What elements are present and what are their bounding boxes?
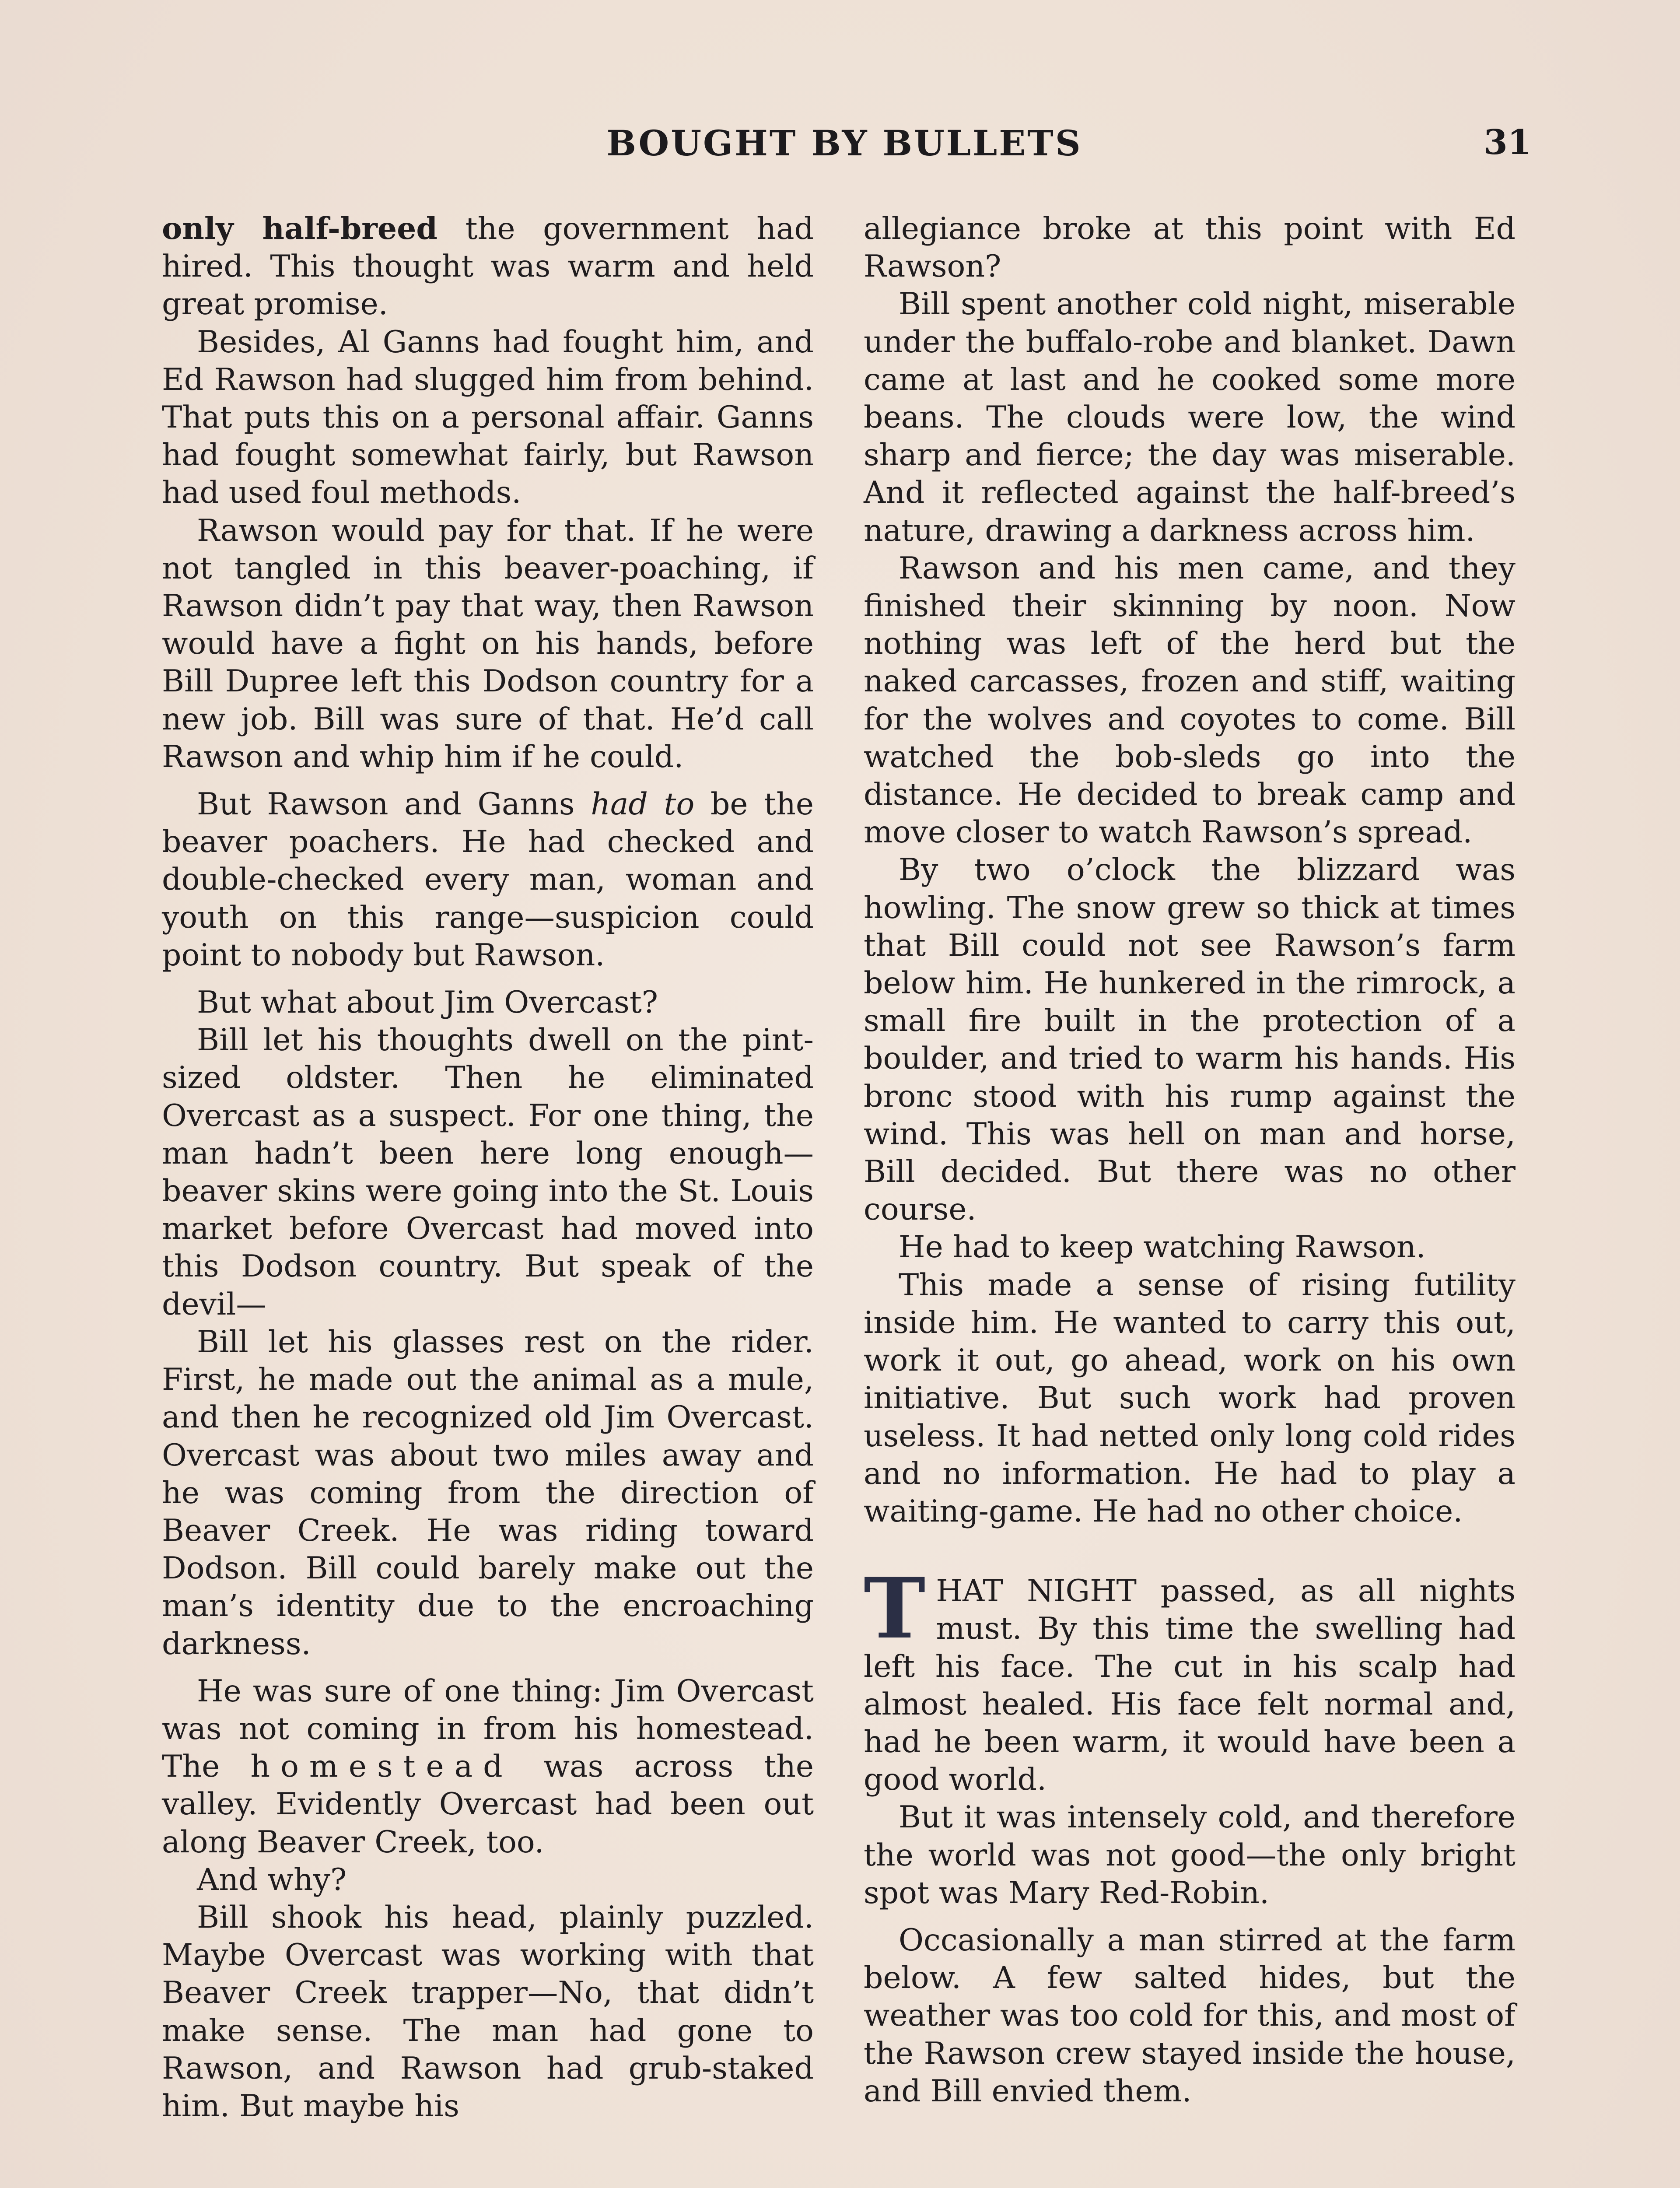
paragraph — [162, 785, 814, 974]
paragraph: allegiance broke at this point with Ed Rawson? — [864, 211, 1516, 284]
paragraph — [162, 1673, 814, 1861]
paragraph: By two o’clock the blizzard was howling. The snow grew so thick at times that Bill could not see Rawson’s farm below him. He hunkered in the rimrock, a small fire built in the protection of a boulder, and tried to warm his hands. His bronc stood with his rump against the wind. This was hell on man and horse, Bill decided. But there was no other course. — [864, 852, 1516, 1227]
page-number: 31 — [1484, 123, 1531, 162]
paragraph-text: the government had hired. This thought was warm and held great promise. — [162, 211, 814, 322]
paragraph: Bill shook his head, plainly puzzled. Maybe Overcast was working with that Beaver Creek trapper—No, that didn’t make sense. The man had gone to Rawson, and Rawson had grub-staked him. But maybe his — [162, 1899, 814, 2124]
paragraph: Bill let his glasses rest on the rider. First, he made out the animal as a mule, and then he recognized old Jim Overcast. Overcast was about two miles away and he was coming from the direction of Beaver Creek. He was riding toward Dodson. Bill could barely make out the man’s identity due to the encroaching darkness. — [162, 1324, 814, 1662]
paragraph: He had to keep watching Rawson. — [899, 1229, 1426, 1265]
running-title: BOUGHT BY BULLETS — [606, 123, 1082, 164]
paragraph: And why? — [197, 1862, 347, 1897]
paragraph: Bill let his thoughts dwell on the pint-sized oldster. Then he eliminated Overcast as a suspect. For one thing, the man hadn’t been here long enough—beaver skins were going into the St. Louis market before Overcast had moved into this Dodson country. But speak of the devil— — [162, 1022, 814, 1322]
paragraph — [162, 210, 814, 323]
paragraph-text: passed, as all nights must. By this time the swelling had left his face. The cut in his scalp had almost healed. His face felt normal and, had he been warm, it would have been a good world. — [864, 1573, 1516, 1798]
paragraph: But it was intensely cold, and therefore the world was not good—the only bright spot was Mary Red-Robin. — [864, 1799, 1516, 1911]
spaced-emphasis-text: homestead — [250, 1749, 513, 1785]
right-text-column — [864, 210, 1516, 2110]
paragraph: This made a sense of rising futility inside him. He wanted to carry this out, work it out, go ahead, work on his own initiative. But such work had proven useless. It had netted only long cold rides and no information. He had to play a waiting-game. He had no other choice. — [864, 1267, 1516, 1529]
paragraph: Occasionally a man stirred at the farm below. A few salted hides, but the weather was too cold for this, and most of the Rawson crew stayed inside the house, and Bill envied them. — [864, 1922, 1516, 2109]
left-text-column — [162, 210, 814, 2125]
paragraph-text: was across the valley. Evidently Overcast had been out along Beaver Creek, too. — [162, 1749, 814, 1860]
drop-cap: T — [864, 1560, 926, 1658]
emphasis-text: had to — [591, 786, 695, 822]
small-caps-lead: HAT NIGHT — [936, 1573, 1137, 1609]
paragraph-text: He was sure of one thing: Jim Overcast was not coming in from his homestead. The — [162, 1673, 814, 1785]
paragraph: But what about Jim Overcast? — [197, 985, 658, 1020]
paragraph-text: But Rawson and Ganns — [197, 786, 591, 822]
lead-in-text: only half-breed — [162, 211, 438, 246]
paragraph: Besides, Al Ganns had fought him, and Ed Rawson had slugged him from behind. That puts this on a personal affair. Ganns had fought somewhat fairly, but Rawson had used foul methods. — [162, 324, 814, 511]
paragraph-text: be the beaver poachers. He had checked and double-checked every man, woman and youth on this range—suspicion could point to nobody but Rawson. — [162, 786, 814, 973]
section-opening-paragraph — [864, 1560, 1516, 1799]
paragraph: Bill spent another cold night, miserable under the buffalo-robe and blanket. Dawn came at last and he cooked some more beans. The clouds were low, the wind sharp and fierce; the day was miserable. And it reflected against the half-breed’s nature, drawing a darkness across him. — [864, 286, 1516, 548]
paragraph: Rawson would pay for that. If he were not tangled in this beaver-poaching, if Rawson didn’t pay that way, then Rawson would have a fight on his hands, before Bill Dupree left this Dodson country for a new job. Bill was sure of that. He’d call Rawson and whip him if he could. — [162, 512, 814, 775]
paragraph: Rawson and his men came, and they finished their skinning by noon. Now nothing was left of the herd but the naked carcasses, frozen and stiff, waiting for the wolves and coyotes to come. Bill watched the bob-sleds go into the distance. He decided to break camp and move closer to watch Rawson’s spread. — [864, 550, 1516, 850]
